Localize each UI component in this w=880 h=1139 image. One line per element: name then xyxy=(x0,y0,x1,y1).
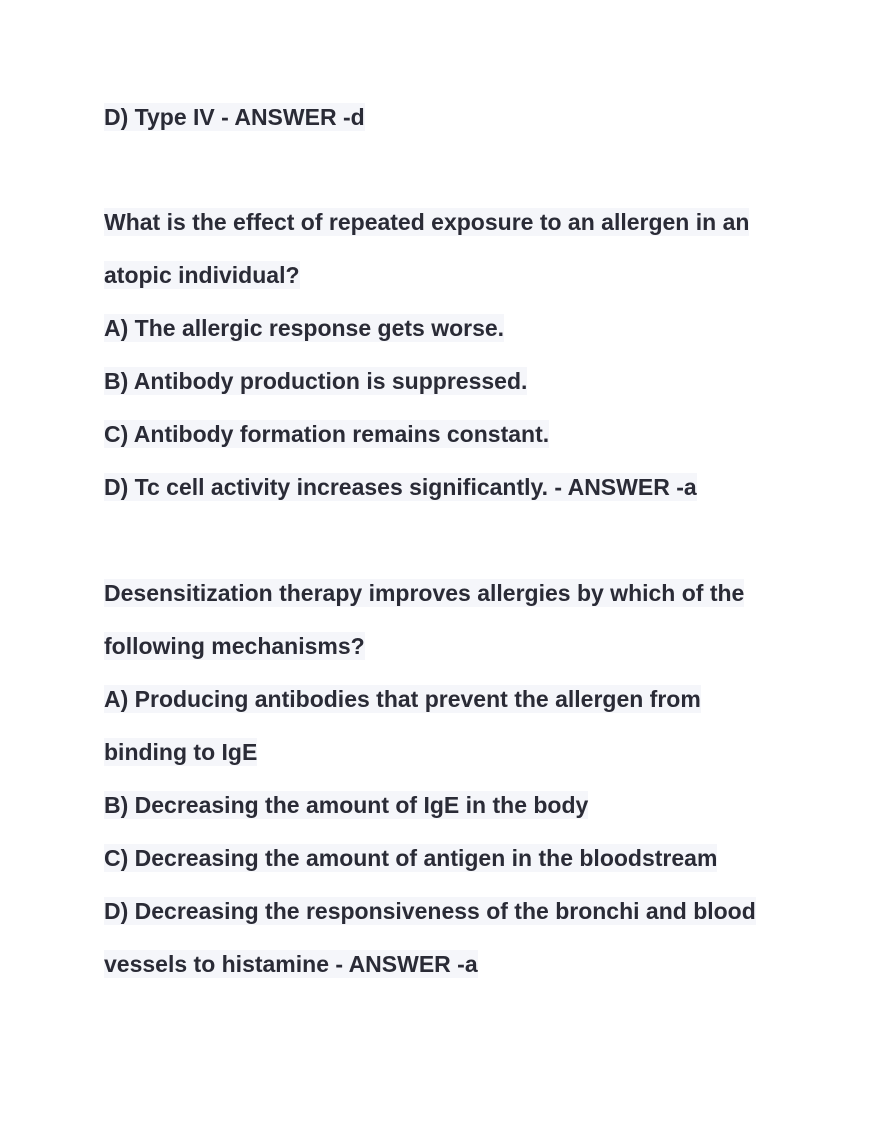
question-3-text: Desensitization therapy improves allergies by which of the xyxy=(104,580,745,606)
q2-option-d-answer: D) Tc cell activity increases significantly. - ANSWER -a xyxy=(104,474,697,500)
q3-option-d-answer: vessels to histamine - ANSWER -a xyxy=(104,951,478,977)
question-2-text-cont: atopic individual? xyxy=(104,262,300,288)
q3-option-d: D) Decreasing the responsiveness of the bronchi and blood xyxy=(104,898,756,924)
question-2-text: What is the effect of repeated exposure to an allergen in an xyxy=(104,209,750,235)
answer-line-q1: D) Type IV - ANSWER -d xyxy=(104,104,365,130)
q2-option-a: A) The allergic response gets worse. xyxy=(104,315,505,341)
q3-option-a-cont: binding to IgE xyxy=(104,739,258,765)
q3-option-a: A) Producing antibodies that prevent the allergen from xyxy=(104,686,701,712)
q2-option-b: B) Antibody production is suppressed. xyxy=(104,368,528,394)
q3-option-b: B) Decreasing the amount of IgE in the body xyxy=(104,792,589,818)
q3-option-c: C) Decreasing the amount of antigen in the bloodstream xyxy=(104,845,718,871)
q2-option-c: C) Antibody formation remains constant. xyxy=(104,421,550,447)
question-3-text-cont: following mechanisms? xyxy=(104,633,365,659)
